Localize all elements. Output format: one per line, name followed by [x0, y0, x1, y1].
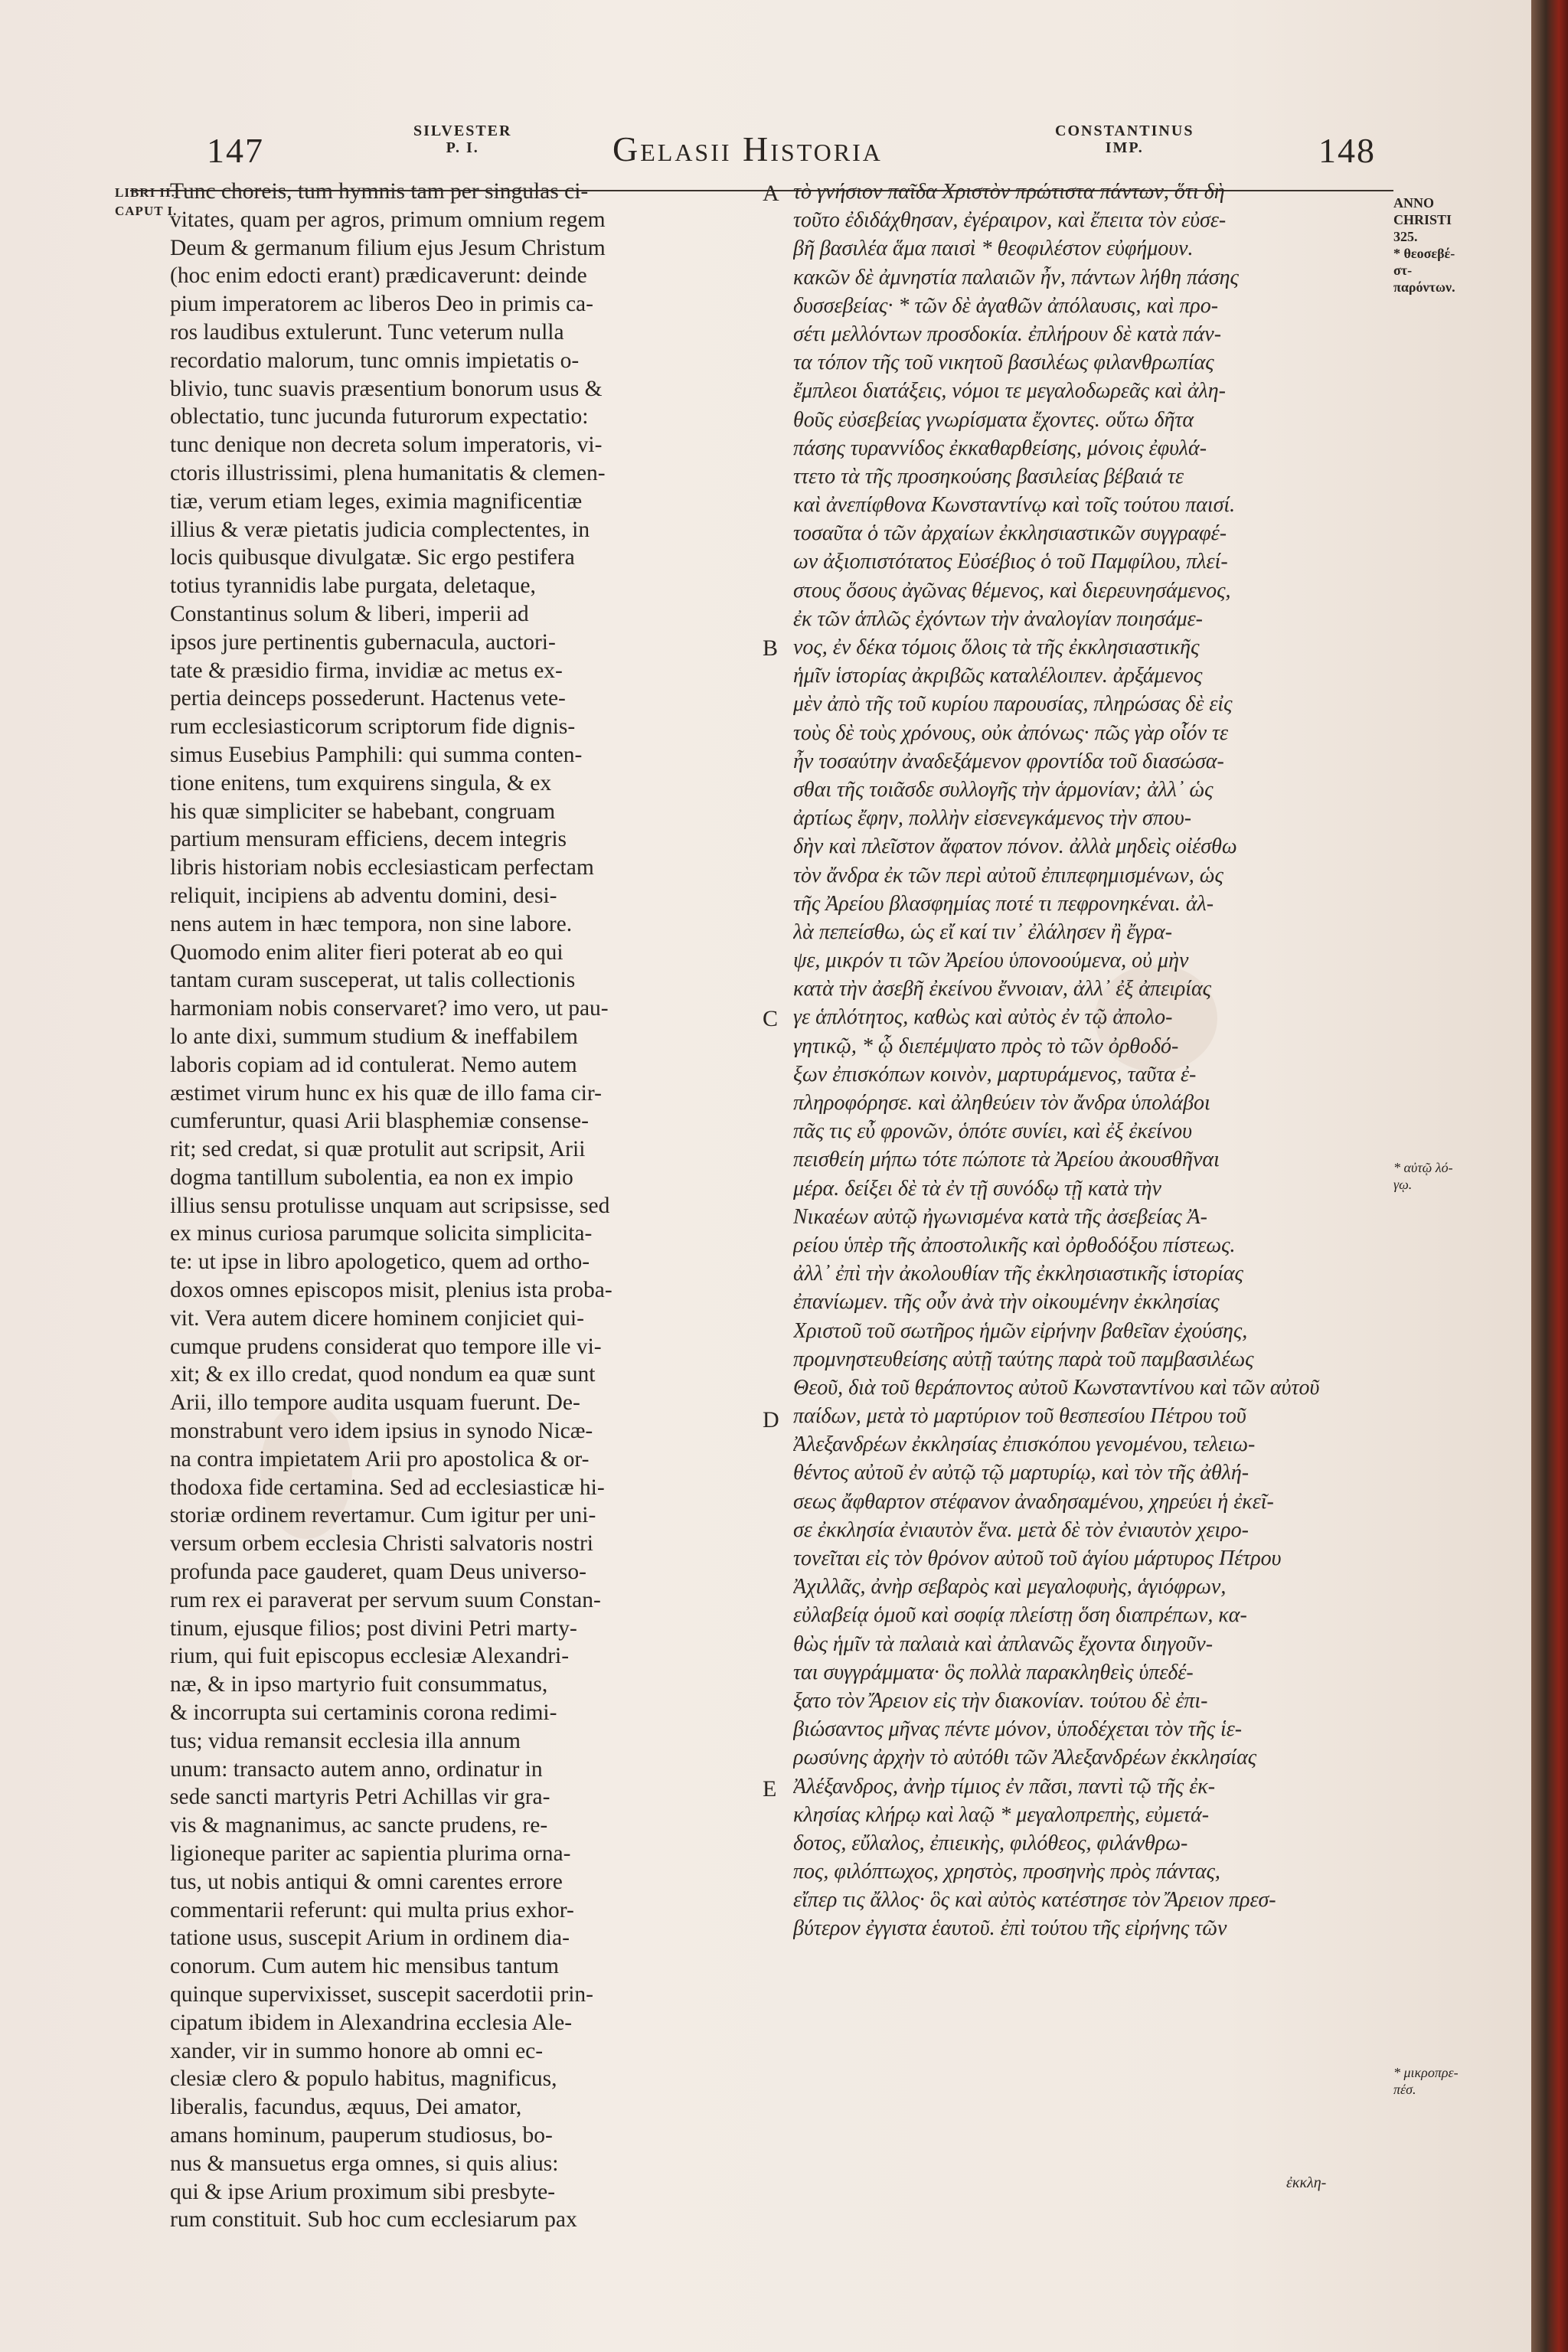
latin-text-line: nens autem in hæc tempora, non sine labore.: [170, 911, 573, 936]
greek-text-line: νος, ἐν δέκα τόμοις ὅλοις τὰ τῆς ἐκκλησιαστικῆς: [793, 635, 1200, 659]
latin-text-line: versum orbem ecclesia Christi salvatoris nostri: [170, 1531, 593, 1557]
latin-text-line: pertia deinceps possederunt. Hactenus vete-: [170, 686, 566, 711]
latin-text-line: na contra impietatem Arii pro apostolica & or-: [170, 1446, 590, 1472]
latin-text-line: ros laudibus extulerunt. Tunc veterum nulla: [170, 319, 564, 345]
greek-text-line: τοσαῦτα ὁ τῶν ἀρχαίων ἐκκλησιαστικῶν συγγραφέ-: [793, 521, 1227, 546]
latin-text-line: Tunc choreis, tum hymnis tam per singulas ci-: [170, 179, 589, 204]
latin-text-line: conorum. Cum autem hic mensibus tantum: [170, 1954, 559, 1979]
latin-text-line: ipsos jure pertinentis gubernacula, auctori-: [170, 629, 556, 655]
greek-text-line: καὶ ἀνεπίφθονα Κωνσταντίνῳ καὶ τοῖς τούτου παισί.: [793, 493, 1236, 518]
greek-text-line: πος, φιλόπτωχος, χρηστὸς, προσηνὴς πρὸς πάντας,: [793, 1860, 1220, 1884]
greek-text-line: θοῦς εὐσεβείας γνωρίσματα ἔχοντες. οὕτω δῆτα: [793, 407, 1194, 432]
latin-text-line: illius & veræ pietatis judicia complectentes, in: [170, 517, 590, 542]
latin-text-line: te: ut ipse in libro apologetico, quem ad ortho-: [170, 1250, 590, 1275]
greek-text-line: ἦν τοσαύτην ἀναδεξάμενον φροντίδα τοῦ διασώσα-: [793, 749, 1224, 773]
latin-text-line: oblectatio, tunc jucunda futurorum expectatio:: [170, 404, 589, 430]
greek-text-line: εὐλαβείᾳ ὁμοῦ καὶ σοφίᾳ πλείστῃ ὅση διαπρέπων, κα-: [793, 1603, 1247, 1628]
latin-text-line: tantam curam susceperat, ut talis collectionis: [170, 968, 576, 993]
latin-text-line: dogma tantillum subolentia, ea non ex impio: [170, 1165, 573, 1190]
latin-text-line: pium imperatorem ac liberos Deo in primis ca-: [170, 292, 593, 317]
section-letter-d: D: [763, 1407, 779, 1432]
greek-text-line: κακῶν δὲ ἀμνηστία παλαιῶν ἦν, πάντων λήθη πάσης: [793, 265, 1239, 289]
greek-text-line: ἡμῖν ἱστορίας ἀκριβῶς καταλέλοιπεν. ἀρξάμενος: [793, 664, 1203, 688]
greek-text-line: τα τόπον τῆς τοῦ νικητοῦ βασιλέως φιλανθρωπίας: [793, 351, 1214, 375]
latin-text-line: Deum & germanum filium ejus Jesum Christum: [170, 235, 606, 260]
greek-text-line: ἀλλ᾽ ἐπὶ τὴν ἀκολουθίαν τῆς ἐκκλησιαστικῆς ἱστορίας: [793, 1262, 1243, 1286]
latin-text-line: tunc denique non decreta solum imperatoris, vi-: [170, 433, 603, 458]
latin-text-line: blivio, tunc suavis præsentium bonorum usus &: [170, 376, 603, 401]
section-letter-c: C: [763, 1006, 779, 1031]
latin-text-line: recordatio malorum, tunc omnis impietatis o-: [170, 348, 580, 373]
latin-text-line: clesiæ clero & populo habitus, magnificus,: [170, 2066, 557, 2092]
section-letter-a: A: [763, 181, 779, 206]
greek-text-line: ξατο τὸν Ἄρειον εἰς τὴν διακονίαν. τούτου δὲ ἐπι-: [793, 1688, 1208, 1713]
latin-text-line: cumque prudens considerat quo tempore ille vi-: [170, 1334, 602, 1359]
latin-text-line: lo ante dixi, summum studium & ineffabilem: [170, 1024, 578, 1049]
greek-text-line: μέρα. δείξει δὲ τὰ ἐν τῇ συνόδῳ τῇ κατὰ τὴν: [793, 1176, 1161, 1200]
greek-text-line: ρωσύνης ἀρχὴν τὸ αὐτόθι τῶν Ἀλεξανδρέων ἐκκλησίας: [793, 1746, 1257, 1770]
latin-text-line: æstimet virum hunc ex his quæ de illo fama cir-: [170, 1080, 602, 1106]
latin-text-line: (hoc enim edocti erant) prædicaverunt: deinde: [170, 263, 587, 289]
latin-text-line: cumferuntur, quasi Arii blasphemiæ consense-: [170, 1109, 589, 1134]
greek-text-line: βύτερον ἐγγιστα ἑαυτοῦ. ἐπὶ τούτου τῆς εἰρήνης τῶν: [793, 1916, 1227, 1941]
greek-text-line: γητικῷ, * ᾧ διεπέμψατο πρὸς τὸ τῶν ὀρθοδό-: [793, 1034, 1179, 1058]
greek-text-line: δὴν καὶ πλεῖστον ἄφατον πόνον. ἀλλὰ μηδεὶς οἰέσθω: [793, 835, 1237, 859]
margin-note-variant: * μικροπρε- πέσ.: [1393, 2065, 1459, 2097]
latin-text-line: totius tyrannidis labe purgata, deletaque,: [170, 573, 536, 599]
greek-text-line: τοὺς δὲ τοὺς χρόνους, οὐκ ἀπόνως· πῶς γὰρ οἷόν τε: [793, 720, 1229, 745]
greek-text-line: τὸν ἄνδρα ἐκ τῶν περὶ αὐτοῦ ἐπιπεφημισμένων, ὡς: [793, 863, 1223, 887]
greek-text-line: δυσσεβείας· * τῶν δὲ ἀγαθῶν ἀπόλαυσις, καὶ προ-: [793, 293, 1219, 318]
greek-text-line: Ἀλέξανδρος, ἀνὴρ τίμιος ἐν πᾶσι, παντὶ τῷ τῆς ἐκ-: [793, 1774, 1216, 1798]
greek-text-line: ρείου ὑπὲρ τῆς ἀποστολικῆς καὶ ὀρθοδόξου πίστεως.: [793, 1233, 1236, 1257]
greek-text-line: πεισθείη μήπω τότε πώποτε τὰ Ἀρείου ἀκουσθῆναι: [793, 1148, 1220, 1172]
greek-text-line: πληροφόρησε. καὶ ἀληθεύειν τὸν ἄνδρα ὑπολάβοι: [793, 1091, 1210, 1115]
margin-note-year: ANNO CHRISTI 325. * θεοσεβέ- στ- παρόντων.: [1393, 195, 1455, 295]
catchword: ἐκκλη-: [1286, 2174, 1327, 2191]
margin-note-variant: * αὐτῷ λό- γῳ.: [1393, 1160, 1453, 1192]
latin-text-line: partium mensuram efficiens, decem integris: [170, 827, 567, 852]
latin-text-line: ex minus curiosa parumque solicita simplicita-: [170, 1221, 593, 1246]
latin-text-line: rit; sed credat, si quæ protulit aut scripsit, Arii: [170, 1137, 586, 1162]
greek-text-line: μὲν ἀπὸ τῆς τοῦ κυρίου παρουσίας, πληρώσας δὲ εἰς: [793, 692, 1233, 717]
greek-text-line: πάσης τυραννίδος ἐκκαθαρθείσης, μόνοις ἐφυλά-: [793, 436, 1207, 460]
greek-text-line: τονεῖται εἰς τὸν θρόνον αὐτοῦ τοῦ ἁγίου μάρτυρος Πέτρου: [793, 1547, 1282, 1570]
latin-text-line: locis quibusque divulgatæ. Sic ergo pestifera: [170, 545, 575, 570]
greek-text-line: γε ἁπλότητος, καθὼς καὶ αὐτὸς ἐν τῷ ἀπολο-: [793, 1005, 1173, 1030]
latin-column: [170, 178, 760, 2234]
latin-text-line: thodoxa fide certamina. Sed ad ecclesiasticæ hi-: [170, 1475, 605, 1500]
greek-text-line: ξων ἐπισκόπων κοινὸν, μαρτυράμενος, ταῦτα ἐ-: [793, 1062, 1197, 1086]
greek-column: [793, 178, 1356, 1943]
chapter-label: CAPUT I.: [115, 204, 178, 218]
latin-text-line: storiæ ordinem revertamur. Cum igitur per uni-: [170, 1503, 596, 1528]
latin-text-line: libris historiam nobis ecclesiasticam perfectam: [170, 855, 594, 880]
latin-text-line: laboris copiam ad id contulerat. Nemo autem: [170, 1052, 577, 1077]
latin-text-line: rum ecclesiasticorum scriptorum fide dignis-: [170, 714, 576, 740]
book-spine: [1531, 0, 1568, 2352]
greek-text-line: ἐπανίωμεν. τῆς οὖν ἀνὰ τὴν οἰκουμένην ἐκκλησίας: [793, 1290, 1220, 1315]
greek-text-line: τοῦτο ἐδιδάχθησαν, ἐγέραιρον, καὶ ἔπειτα τὸν εὐσε-: [793, 208, 1227, 233]
latin-text-line: & incorrupta sui certaminis corona redimi-: [170, 1700, 557, 1726]
greek-text-line: Νικαέων αὐτῷ ἠγωνισμένα κατὰ τῆς ἀσεβείας Ἀ-: [793, 1204, 1207, 1229]
book-label: LIBRI II.: [115, 185, 175, 200]
greek-text-line: τὸ γνήσιον παῖδα Χριστὸν πρώτιστα πάντων, ὅτι δὴ: [793, 180, 1225, 204]
greek-text-line: παίδων, μετὰ τὸ μαρτύριον τοῦ θεσπεσίου Πέτρου τοῦ: [793, 1404, 1246, 1429]
latin-text-line: unum: transacto autem anno, ordinatur in: [170, 1756, 543, 1782]
latin-text-line: liberalis, facundus, æquus, Dei amator,: [170, 2095, 522, 2120]
left-margin-notes: [115, 184, 177, 220]
greek-text-line: θέντος αὐτοῦ ἐν αὐτῷ τῷ μαρτυρίῳ, καὶ τὸν τῆς ἀθλή-: [793, 1461, 1250, 1485]
latin-text-line: rium, qui fuit episcopus ecclesiæ Alexandri-: [170, 1644, 570, 1669]
greek-text-line: στους ὅσους ἀγῶνας θέμενος, καὶ διερευνησάμενος,: [793, 578, 1231, 603]
latin-text-line: sede sancti martyris Petri Achillas vir gra-: [170, 1785, 550, 1810]
latin-text-line: profunda pace gauderet, quam Deus universo-: [170, 1560, 586, 1585]
latin-text-line: tatione usus, suscepit Arium in ordinem dia-: [170, 1926, 570, 1951]
running-head-left: SILVESTER P. I.: [413, 122, 512, 156]
greek-text-line: ται συγγράμματα· ὃς πολλὰ παρακληθεὶς ὑπεδέ-: [793, 1660, 1194, 1684]
page-number-right: 148: [1318, 131, 1376, 170]
latin-text-line: vit. Vera autem dicere hominem conjiciet qui-: [170, 1305, 584, 1331]
greek-text-line: Ἀλεξανδρέων ἐκκλησίας ἐπισκόπου γενομένου, τελειω-: [793, 1432, 1256, 1457]
latin-text-line: Arii, illo tempore audita usquam fuerunt. De-: [170, 1390, 580, 1416]
latin-text-line: Quomodo enim aliter fieri poterat ab eo qui: [170, 939, 564, 965]
greek-text-line: σε ἐκκλησία ἐνιαυτὸν ἕνα. μετὰ δὲ τὸν ἐνιαυτὸν χειρο-: [793, 1517, 1249, 1542]
greek-text-line: θὼς ἡμῖν τὰ παλαιὰ καὶ ἀπλανῶς ἔχοντα διηγοῦν-: [793, 1632, 1214, 1656]
latin-text-line: tate & præsidio firma, invidiæ ac metus ex-: [170, 658, 563, 683]
latin-text-line: reliquit, incipiens ab adventu domini, desi-: [170, 883, 557, 908]
latin-text-line: illius sensu protulisse unquam aut scripsisse, sed: [170, 1193, 610, 1218]
greek-text-line: Ἀχιλλᾶς, ἀνὴρ σεβαρὸς καὶ μεγαλοφυὴς, ἁγιόφρων,: [793, 1575, 1227, 1599]
latin-text-line: tus; vidua remansit ecclesia illa annum: [170, 1728, 521, 1753]
latin-text-line: his quæ simpliciter se habebant, congruam: [170, 799, 556, 824]
greek-text-line: τῆς Ἀρείου βλασφημίας ποτέ τι πεφρονηκέναι. ἀλ-: [793, 891, 1214, 916]
greek-text-line: σέτι μελλόντων προσδοκία. ἐπλήρουν δὲ κατὰ πάν-: [793, 322, 1222, 346]
latin-text-line: cipatum ibidem in Alexandrina ecclesia Ale-: [170, 2010, 573, 2035]
latin-text-line: tione enitens, tum exquirens singula, & ex: [170, 770, 552, 795]
greek-text-line: βῆ βασιλέα ἅμα παισὶ * θεοφιλέστον εὐφήμουν.: [793, 237, 1194, 261]
latin-text-line: xander, vir in summo honore ab omni ec-: [170, 2038, 544, 2063]
latin-text-line: vitates, quam per agros, primum omnium regem: [170, 207, 606, 232]
greek-text-line: ων ἀξιοπιστότατος Εὐσέβιος ὁ τοῦ Παμφίλου, πλεί-: [793, 550, 1228, 574]
greek-text-line: ψε, μικρόν τι τῶν Ἀρείου ὑπονοούμενα, οὐ μὴν: [793, 949, 1189, 973]
latin-text-line: ctoris illustrissimi, plena humanitatis & clemen-: [170, 460, 606, 485]
latin-text-line: quinque supervixisset, suscepit sacerdotii prin-: [170, 1982, 594, 2007]
greek-text-line: ἀρτίως ἔφην, πολλὴν εἰσενεγκάμενος τὴν σπου-: [793, 806, 1192, 831]
latin-text-line: harmoniam nobis conservaret? imo vero, ut pau-: [170, 996, 609, 1021]
greek-text-line: ττετο τὰ τῆς προσηκούσης βασιλείας βέβαιά τε: [793, 464, 1184, 488]
greek-text-line: σεως ἄφθαρτον στέφανον ἀναδησαμένου, χηρεύει ἡ ἐκεῖ-: [793, 1489, 1274, 1514]
greek-text-line: δοτος, εὔλαλος, ἐπιεικὴς, φιλόθεος, φιλάνθρω-: [793, 1831, 1188, 1855]
page-number-left: 147: [207, 131, 264, 170]
greek-text-line: σθαι τῆς τοιᾶσδε συλλογῆς τὴν ἁρμονίαν; ἀλλ᾽ ὡς: [793, 777, 1214, 802]
greek-text-line: πᾶς τις εὖ φρονῶν, ὁπότε συνίει, καὶ ἐξ ἐκείνου: [793, 1119, 1192, 1144]
greek-text-line: Χριστοῦ τοῦ σωτῆρος ἡμῶν εἰρήνην βαθεῖαν ἐχούσης,: [793, 1318, 1248, 1343]
latin-text-line: næ, & in ipso martyrio fuit consummatus,: [170, 1672, 548, 1697]
latin-text-line: ligioneque pariter ac sapientia plurima orna-: [170, 1841, 571, 1867]
latin-text-line: monstrabunt vero idem ipsius in synodo Nicæ-: [170, 1419, 593, 1444]
greek-text-line: λὰ πεπείσθω, ὡς εἴ καί τιν᾽ ἐλάλησεν ἢ ἔγρα-: [793, 920, 1173, 944]
latin-text-line: commentarii referunt: qui multa prius exhor-: [170, 1897, 574, 1922]
section-letter-e: E: [763, 1776, 777, 1802]
latin-text-line: amans hominum, pauperum studiosus, bo-: [170, 2122, 553, 2148]
greek-text-line: εἴπερ τις ἄλλος· ὃς καὶ αὐτὸς κατέστησε τὸν Ἄρειον πρεσ-: [793, 1888, 1276, 1913]
latin-text-line: tinum, ejusque filios; post divini Petri marty-: [170, 1615, 577, 1641]
latin-text-line: Constantinus solum & liberi, imperii ad: [170, 601, 529, 626]
latin-text-line: rum rex ei paraverat per servum suum Constan-: [170, 1587, 601, 1612]
page-title: Gelasii Historia: [612, 129, 883, 168]
greek-text-line: ἐκ τῶν ἁπλῶς ἐχόντων τὴν ἀναλογίαν ποιησάμε-: [793, 606, 1203, 631]
greek-text-line: κατὰ τὴν ἀσεβῆ ἐκείνου ἔννοιαν, ἀλλ᾽ ἐξ ἀπειρίας: [793, 977, 1212, 1001]
greek-text-line: κλησίας κλήρῳ καὶ λαῷ * μεγαλοπρεπὴς, εὐμετά-: [793, 1802, 1210, 1827]
latin-text-line: xit; & ex illo credat, quod nondum ea quæ sunt: [170, 1362, 596, 1387]
greek-text-line: Θεοῦ, διὰ τοῦ θεράποντος αὐτοῦ Κωνσταντίνου καὶ τῶν αὐτοῦ: [793, 1375, 1320, 1400]
latin-text-line: rum constituit. Sub hoc cum ecclesiarum pax: [170, 2207, 577, 2233]
greek-text-line: προμνηστευθείσης αὐτῇ ταύτης παρὰ τοῦ παμβασιλέως: [793, 1347, 1254, 1371]
section-letter-b: B: [763, 635, 779, 661]
latin-text-line: vis & magnanimus, ac sancte prudens, re-: [170, 1813, 548, 1838]
latin-text-line: tiæ, verum etiam leges, eximia magnificentiæ: [170, 488, 583, 514]
running-head-right: CONSTANTINUS IMP.: [1055, 122, 1194, 156]
latin-text-line: nus & mansuetus erga omnes, si quis alius:: [170, 2151, 559, 2176]
latin-text-line: doxos omnes episcopos misit, plenius ista proba-: [170, 1278, 612, 1303]
latin-text-line: tus, ut nobis antiqui & omni carentes errore: [170, 1869, 563, 1894]
latin-text-line: simus Eusebius Pamphili: qui summa conten-: [170, 742, 583, 767]
greek-text-line: βιώσαντος μῆνας πέντε μόνον, ὑποδέχεται τὸν τῆς ἱε-: [793, 1717, 1243, 1742]
latin-text-line: qui & ipse Arium proximum sibi presbyte-: [170, 2179, 556, 2204]
greek-text-line: ἔμπλεοι διατάξεις, νόμοι τε μεγαλοδωρεᾶς καὶ ἀλη-: [793, 379, 1226, 403]
